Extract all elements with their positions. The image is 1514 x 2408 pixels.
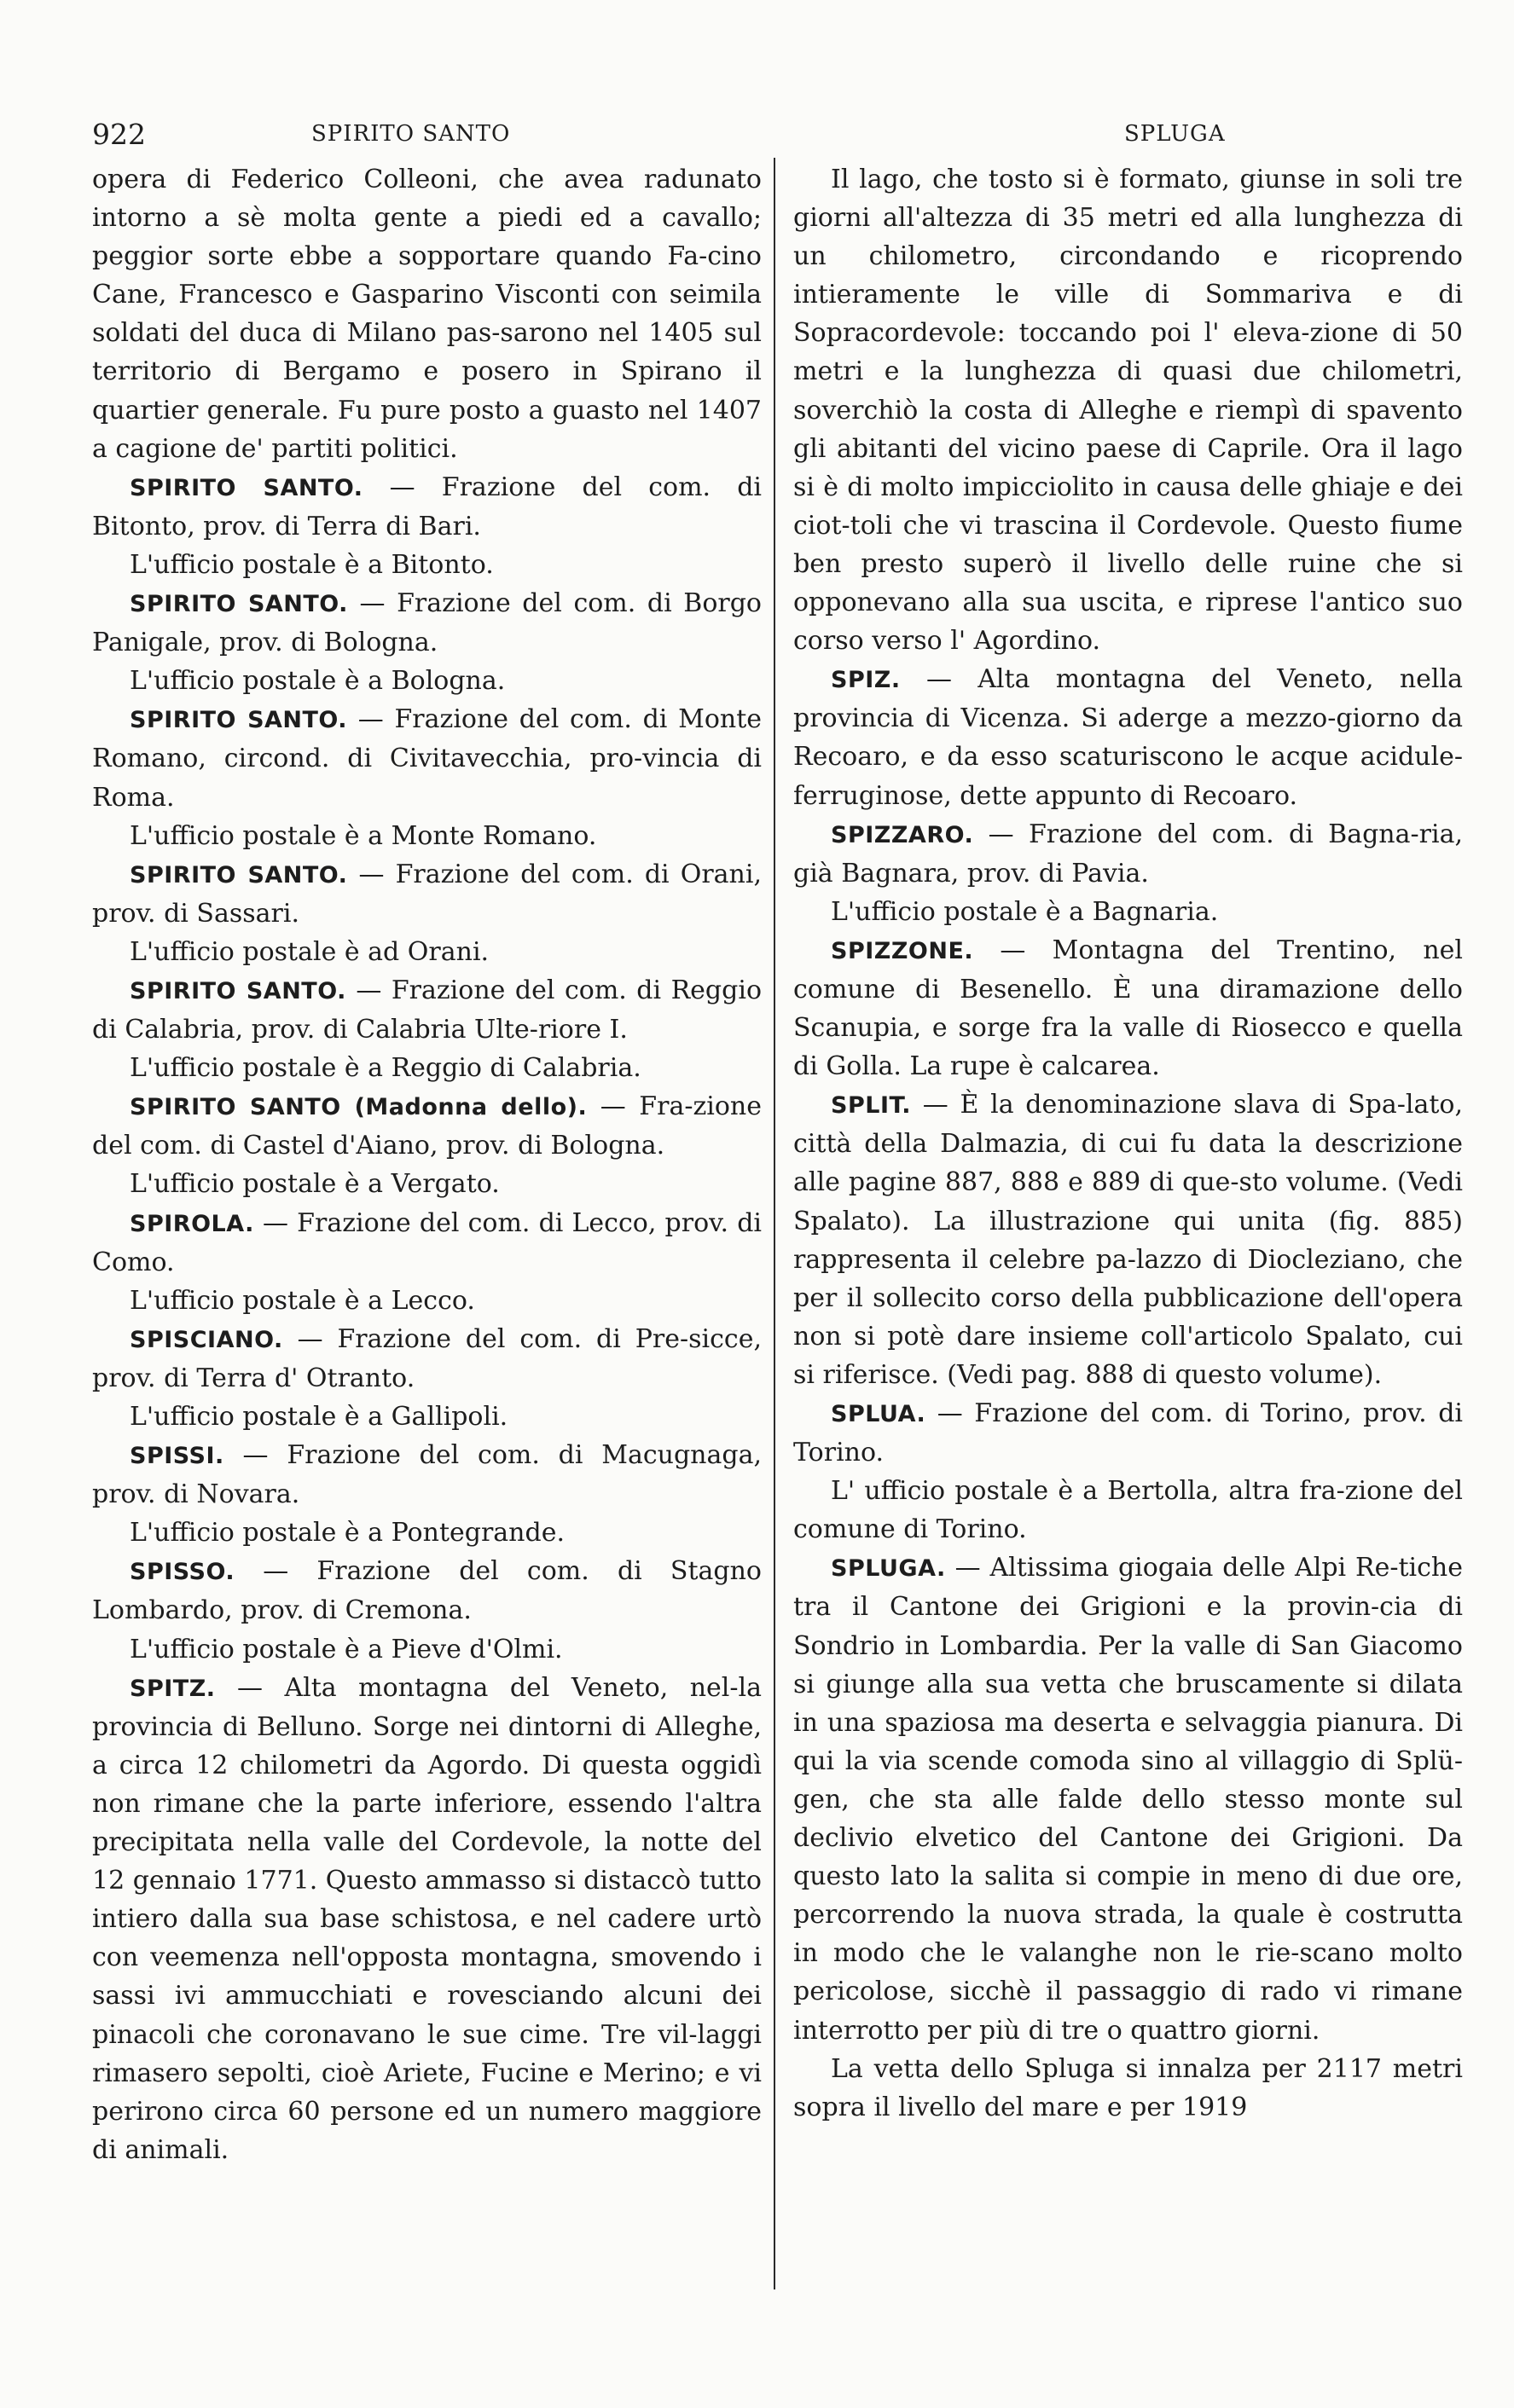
paragraph — [793, 893, 1463, 931]
entry-text: — Frazione del com. di Pre-sicce, prov. di Terra d' Otranto. — [92, 1323, 762, 1393]
dictionary-entry — [793, 931, 1463, 1085]
dictionary-entry — [92, 584, 762, 662]
entry-headword: SPIROLA. — [130, 1210, 254, 1237]
entry-text: L'ufficio postale è a Gallipoli. — [130, 1402, 508, 1432]
entry-text: L' ufficio postale è a Bertolla, altra fra-zione del comune di Torino. — [793, 1476, 1463, 1545]
entry-headword: SPISSO. — [130, 1559, 235, 1586]
entry-headword: SPIRITO SANTO. — [130, 977, 346, 1004]
dictionary-entry — [793, 1085, 1463, 1394]
entry-headword: SPLIT. — [831, 1092, 912, 1120]
paragraph — [92, 160, 762, 468]
entry-text: — Montagna del Trentino, nel comune di Besenello. È una diramazione dello Scanupia, e sorge fra la valle di Riosecco e quella di Golla. La rupe è calcarea. — [793, 935, 1463, 1082]
entry-text: La vetta dello Spluga si innalza per 2117 metri sopra il livello del mare e per 1919 — [793, 2053, 1463, 2122]
dictionary-entry — [793, 815, 1463, 893]
entry-headword: SPLUA. — [831, 1401, 926, 1427]
dictionary-entry — [92, 1320, 762, 1398]
entry-text: Il lago, che tosto si è formato, giunse in soli tre giorni all'altezza di 35 metri ed alla lunghezza di un chilometro, circondando e ricoprendo intieramente le ville di Sommariva e di Sopracordevole: toccando poi l' eleva-zione di 50 metri e la lunghezza di quasi due chilometri, soverchiò la costa di Alleghe e riempì di spavento gli abitanti del vicino paese di Caprile. Ora il lago si è di molto impicciolito in causa delle ghiaje e dei ciot-toli che vi trascina il Cordevole. Questo fiume ben presto superò il livello delle ruine che si opponevano alla sua uscita, e riprese l'antico suo corso verso l' Agordino. — [793, 165, 1463, 657]
entry-text: L'ufficio postale è a Bologna. — [130, 666, 506, 697]
paragraph — [793, 160, 1463, 660]
paragraph — [92, 546, 762, 584]
dictionary-entry — [92, 1552, 762, 1629]
entry-text: — Fra-zione del com. di Castel d'Aiano, prov. di Bologna. — [92, 1091, 762, 1161]
entry-text: — Frazione del com. di Orani, prov. di Sassari. — [92, 859, 762, 929]
dictionary-entry — [92, 971, 762, 1049]
entry-text: — Frazione del com. di Torino, prov. di Torino. — [793, 1398, 1463, 1468]
dictionary-entry — [92, 1204, 762, 1282]
entry-text: L'ufficio postale è a Monte Romano. — [130, 820, 597, 851]
entry-headword: SPIRITO SANTO. — [130, 474, 363, 501]
right-column — [793, 160, 1463, 2127]
entry-headword: SPISSI. — [130, 1443, 224, 1470]
entry-headword: SPIZ. — [831, 667, 901, 694]
entry-headword: SPIRITO SANTO (Madonna dello). — [130, 1094, 588, 1121]
entry-text: — Alta montagna del Veneto, nella provincia di Vicenza. Si aderge a mezzo-giorno da Recoaro, e da esso scaturiscono le acque acidule-ferruginose, dette appunto di Recoaro. — [793, 664, 1463, 811]
dictionary-entry — [92, 1087, 762, 1165]
page-number: 922 — [92, 118, 146, 151]
entry-text: L'ufficio postale è a Bagnaria. — [831, 896, 1219, 927]
entry-text: — Frazione del com. di Monte Romano, circond. di Civitavecchia, pro-vincia di Roma. — [92, 704, 763, 813]
paragraph — [92, 1630, 762, 1669]
paragraph — [92, 1282, 762, 1320]
entry-text: L'ufficio postale è a Pontegrande. — [130, 1518, 565, 1548]
column-divider — [774, 158, 775, 2289]
entry-text: L'ufficio postale è a Bitonto. — [130, 549, 494, 580]
page-header — [0, 118, 1514, 152]
entry-text: — Frazione del com. di Borgo Panigale, prov. di Bologna. — [92, 588, 762, 658]
entry-text: L'ufficio postale è ad Orani. — [130, 936, 490, 967]
entry-text: opera di Federico Colleoni, che avea radunato intorno a sè molta gente a piedi ed a cavallo; peggior sorte ebbe a sopportare quando Fa-cino Cane, Francesco e Gasparino Visconti con seimila soldati del duca di Milano pas-sarono nel 1405 sul territorio di Bergamo e posero in Spirano il quartier generale. Fu pure posto a guasto nel 1407 a cagione de' partiti politici. — [92, 165, 762, 464]
entry-headword: SPISCIANO. — [130, 1326, 283, 1353]
running-head-right: SPLUGA — [1124, 121, 1226, 147]
entry-text: — È la denominazione slava di Spa-lato, città della Dalmazia, di cui fu data la descrizione alle pagine 887, 888 e 889 di que-sto volume. (Vedi Spalato). La illustrazione qui unita (fig. 885) rappresenta il celebre pa-lazzo di Diocleziano, che per il sollecito corso della pubblicazione dell'opera non si potè dare insieme coll'articolo Spalato, cui si riferisce. (Vedi pag. 888 di questo volume). — [793, 1090, 1463, 1390]
entry-text: — Frazione del com. di Bagna-ria, già Bagnara, prov. di Pavia. — [793, 819, 1463, 889]
dictionary-entry — [92, 468, 762, 546]
paragraph — [92, 1165, 762, 1203]
left-column — [92, 160, 762, 2169]
entry-text: — Frazione del com. di Bitonto, prov. di Terra di Bari. — [92, 472, 763, 541]
paragraph — [92, 662, 762, 700]
entry-text: L'ufficio postale è a Reggio di Calabria. — [130, 1053, 641, 1084]
paragraph — [92, 817, 762, 855]
entry-text: L'ufficio postale è a Lecco. — [130, 1285, 475, 1316]
entry-headword: SPIZZARO. — [831, 821, 974, 848]
paragraph — [793, 2050, 1463, 2127]
dictionary-entry — [793, 1394, 1463, 1472]
paragraph — [92, 1514, 762, 1552]
entry-text: — Altissima giogaia delle Alpi Re-tiche tra il Cantone dei Grigioni e la provin-cia di Sondrio in Lombardia. Per la valle di San Giacomo si giunge alla sua vetta che bruscamente si dilata in una spaziosa ma deserta e selvaggia pianura. Di qui la via scende comoda sino al villaggio di Splü-gen, che sta alle falde dello stesso monte sul declivio elvetico del Cantone dei Grigioni. Da questo lato la salita si compie in meno di due ore, percorrendo la nuova strada, la quale è costrutta in modo che le valanghe non le rie-scano molto pericolose, sicchè il passaggio di rado vi rimane interrotto per più di tre o quattro giorni. — [793, 1553, 1463, 2046]
dictionary-entry — [793, 660, 1463, 814]
paragraph — [92, 933, 762, 971]
entry-headword: SPIRITO SANTO. — [130, 707, 348, 734]
paragraph — [793, 1472, 1463, 1548]
entry-text: — Alta montagna del Veneto, nel-la provincia di Belluno. Sorge nei dintorni di Alleghe, a circa 12 chilometri da Agordo. Di questa oggidì non rimane che la parte inferiore, essendo l'altra precipitata nella valle del Cordevole, la notte del 12 gennaio 1771. Questo ammasso si distaccò tutto intiero dalla sua base schistosa, e nel cadere urtò con veemenza nell'opposta montagna, smovendo i sassi ivi ammucchiati e rovesciando alcuni dei pinacoli che coronavano le sue cime. Tre vil-laggi rimasero sepolti, cioè Ariete, Fucine e Merino; e vi perirono circa 60 persone ed un numero maggiore di animali. — [92, 1672, 762, 2165]
dictionary-entry — [793, 1548, 1463, 2049]
entry-text: — Frazione del com. di Lecco, prov. di Como. — [92, 1207, 762, 1277]
entry-headword: SPLUGA. — [831, 1555, 946, 1583]
entry-headword: SPITZ. — [130, 1675, 216, 1702]
entry-headword: SPIZZONE. — [831, 937, 974, 964]
entry-headword: SPIRITO SANTO. — [130, 861, 348, 889]
entry-text: L'ufficio postale è a Pieve d'Olmi. — [130, 1634, 563, 1664]
paragraph — [92, 1398, 762, 1436]
dictionary-entry — [92, 855, 762, 933]
paragraph — [92, 1049, 762, 1087]
entry-text: — Frazione del com. di Stagno Lombardo, prov. di Cremona. — [92, 1556, 762, 1626]
dictionary-entry — [92, 700, 762, 816]
entry-text: L'ufficio postale è a Vergato. — [130, 1169, 500, 1200]
entry-headword: SPIRITO SANTO. — [130, 591, 348, 618]
running-head-left: SPIRITO SANTO — [311, 121, 511, 147]
dictionary-entry — [92, 1436, 762, 1514]
entry-text: — Frazione del com. di Reggio di Calabria, prov. di Calabria Ulte-riore I. — [92, 975, 763, 1045]
entry-text: — Frazione del com. di Macugnaga, prov. di Novara. — [92, 1440, 762, 1510]
dictionary-entry — [92, 1669, 762, 2169]
